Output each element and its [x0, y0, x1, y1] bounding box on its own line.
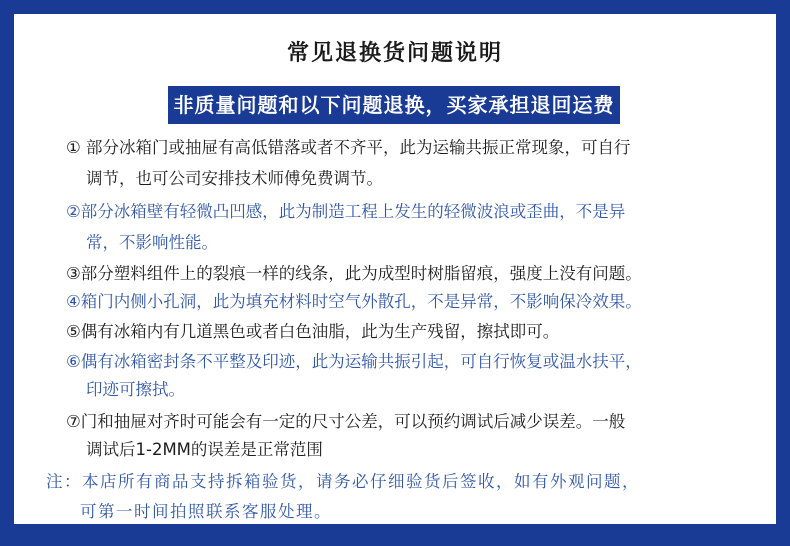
notice-item-7-line-1: ⑦门和抽屉对齐时可能会有一定的尺寸公差，可以预约调试后减少误差。一般: [66, 412, 626, 431]
page-title: 常见退换货问题说明: [286, 41, 503, 66]
notice-item-2-line-1: ②部分冰箱壁有轻微凸凹感，此为制造工程上发生的轻微波浪或歪曲，不是异: [66, 202, 626, 221]
note-line-1: 注：本店所有商品支持拆箱验货，请务必仔细验货后签收，如有外观问题，: [46, 472, 640, 491]
notice-item-1-line-2: 调节，也可公司安排技术师傅免费调节。: [86, 169, 383, 188]
notice-banner: 非质量问题和以下问题退换，买家承担退回运费: [168, 86, 620, 124]
notice-item-7-line-2: 调试后1-2MM的误差是正常范围: [86, 440, 323, 459]
notice-item-2-line-2: 常，不影响性能。: [86, 233, 218, 252]
notice-item-6-line-1: ⑥偶有冰箱密封条不平整及印迹，此为运输共振引起，可自行恢复或温水扶平，: [66, 352, 642, 371]
note-line-2: 可第一时间拍照联系客服处理。: [80, 502, 332, 521]
notice-item-1-line-1: ① 部分冰箱门或抽屉有高低错落或者不齐平，此为运输共振正常现象，可自行: [66, 138, 631, 157]
notice-item-6-line-2: 印迹可擦拭。: [86, 380, 185, 399]
notice-item-3-line-1: ③部分塑料组件上的裂痕一样的线条，此为成型时树脂留痕，强度上没有问题。: [66, 264, 642, 283]
notice-card: [14, 14, 776, 524]
notice-item-5-line-1: ⑤偶有冰箱内有几道黑色或者白色油脂，此为生产残留，擦拭即可。: [66, 322, 560, 341]
notice-item-4-line-1: ④箱门内侧小孔洞，此为填充材料时空气外散孔，不是异常，不影响保冷效果。: [66, 292, 642, 311]
